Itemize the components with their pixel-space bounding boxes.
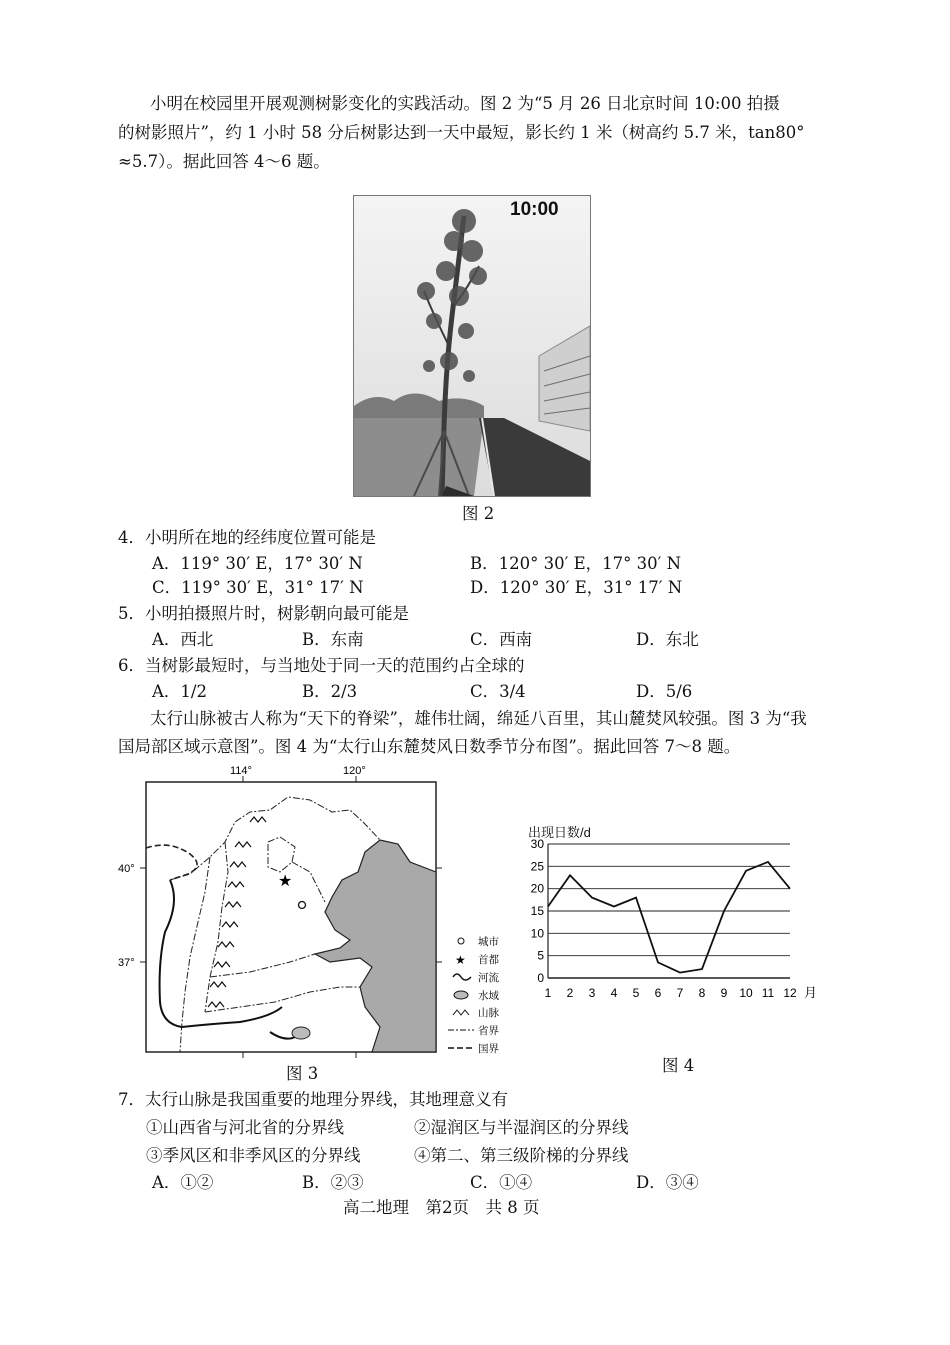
q7-option-d: D．③④ xyxy=(636,1173,699,1192)
x-tick-label: 9 xyxy=(720,986,728,1000)
intro2-line2: 国局部区域示意图”。图 4 为“太行山东麓焚风日数季节分布图”。据此回答 7～8 题。 xyxy=(118,737,741,756)
chart-ylabel: 出现日数/d xyxy=(528,825,591,840)
lon-label-114: 114° xyxy=(230,765,252,777)
y-tick-label: 5 xyxy=(537,948,544,963)
q5-stem: 5．小明拍摄照片时，树影朝向最可能是 xyxy=(118,604,409,623)
x-tick-label: 8 xyxy=(698,986,706,1000)
legend-city: 城市 xyxy=(478,936,499,948)
q6-stem: 6．当树影最短时，与当地处于同一天的范围约占全球的 xyxy=(118,656,525,675)
region-map-svg xyxy=(110,762,510,1062)
y-tick-label: 20 xyxy=(530,881,544,896)
x-tick-label: 7 xyxy=(676,986,684,1000)
capital-star-icon: ★ xyxy=(278,873,293,890)
x-tick-label: 2 xyxy=(566,986,574,1000)
q7-statement-1: ①山西省与河北省的分界线 xyxy=(146,1118,344,1137)
intro2-line1: 太行山脉被古人称为“天下的脊梁”，雄伟壮阔，绵延八百里，其山麓焚风较强。图 3 为“我 xyxy=(150,709,807,728)
tree-photo-illustration xyxy=(354,196,590,496)
tree-photo xyxy=(353,195,591,497)
q7-statement-4: ④第二、第三级阶梯的分界线 xyxy=(414,1146,629,1165)
svg-text:★: ★ xyxy=(455,953,466,967)
y-tick-label: 10 xyxy=(530,926,544,941)
q7-stem: 7．太行山脉是我国重要的地理分界线，其地理意义有 xyxy=(118,1090,508,1109)
x-tick-label: 10 xyxy=(739,986,753,1000)
fig3-caption: 图 3 xyxy=(286,1064,319,1083)
lat-label-37: 37° xyxy=(118,957,135,969)
page-footer: 高二地理 第2页 共 8 页 xyxy=(343,1198,540,1217)
legend-mountain: 山脉 xyxy=(478,1007,499,1019)
fig2-caption: 图 2 xyxy=(462,504,495,523)
legend-province-border: 省界 xyxy=(478,1025,499,1037)
legend-water: 水域 xyxy=(478,990,499,1002)
lon-label-120: 120° xyxy=(343,765,366,777)
q6-option-c: C．3/4 xyxy=(470,682,526,701)
y-tick-label: 15 xyxy=(530,904,544,918)
region-map xyxy=(110,762,510,1062)
q7-option-b: B．②③ xyxy=(302,1173,364,1192)
q5-option-c: C．西南 xyxy=(470,630,533,649)
y-tick-label: 0 xyxy=(537,971,544,985)
fig4-caption: 图 4 xyxy=(662,1056,695,1075)
q5-option-b: B．东南 xyxy=(302,630,364,649)
q7-option-a: A．①② xyxy=(152,1173,214,1192)
city-icon xyxy=(299,902,306,909)
q7-option-c: C．①④ xyxy=(470,1173,533,1192)
q7-statement-2: ②湿润区与半湿润区的分界线 xyxy=(414,1118,629,1137)
map-legend xyxy=(448,935,499,1055)
q4-option-d: D．120° 30′ E，31° 17′ N xyxy=(470,578,683,597)
q7-statement-3: ③季风区和非季风区的分界线 xyxy=(146,1146,361,1165)
q6-option-d: D．5/6 xyxy=(636,682,693,701)
q4-stem: 4．小明所在地的经纬度位置可能是 xyxy=(118,528,376,547)
chart-xlabel: 月 xyxy=(804,985,818,1000)
legend-capital: 首都 xyxy=(478,954,499,966)
x-tick-label: 6 xyxy=(654,986,662,1000)
legend-river: 河流 xyxy=(478,972,499,984)
lat-label-40: 40° xyxy=(118,863,135,875)
q4-option-b: B．120° 30′ E，17° 30′ N xyxy=(470,554,682,573)
legend-national-border: 国界 xyxy=(478,1043,499,1055)
photo-timestamp: 10:00 xyxy=(510,199,559,220)
intro1-line3: ≈5.7）。据此回答 4～6 题。 xyxy=(118,152,330,171)
q6-option-a: A．1/2 xyxy=(152,682,207,701)
q5-option-a: A．西北 xyxy=(152,630,214,649)
x-tick-label: 3 xyxy=(588,986,596,1000)
q6-option-b: B．2/3 xyxy=(302,682,358,701)
x-tick-label: 12 xyxy=(783,986,797,1000)
q5-option-d: D．东北 xyxy=(636,630,699,649)
intro1-line2: 的树影照片”，约 1 小时 58 分后树影达到一天中最短，影长约 1 米（树高约 5.7 米，tan80° xyxy=(118,123,805,142)
y-tick-label: 25 xyxy=(530,859,544,874)
foehn-days-chart xyxy=(520,834,830,1014)
y-tick-label: 30 xyxy=(530,837,544,851)
x-tick-label: 5 xyxy=(632,986,640,1000)
x-tick-label: 11 xyxy=(761,986,775,1000)
x-tick-label: 4 xyxy=(610,986,618,1000)
q4-option-a: A．119° 30′ E，17° 30′ N xyxy=(152,554,363,573)
x-tick-label: 1 xyxy=(544,986,552,1000)
q4-option-c: C．119° 30′ E，31° 17′ N xyxy=(152,578,364,597)
intro1-line1: 小明在校园里开展观测树影变化的实践活动。图 2 为“5 月 26 日北京时间 10:00 拍摄 xyxy=(150,94,780,113)
